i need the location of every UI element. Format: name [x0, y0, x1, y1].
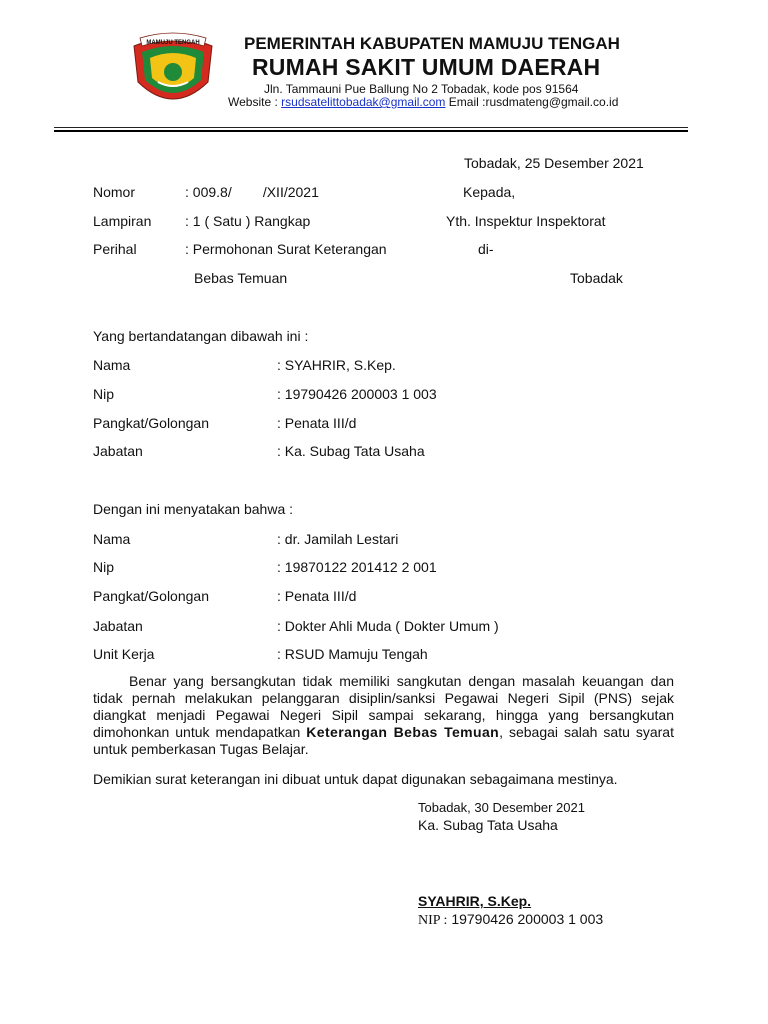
signature-nip-line: [418, 911, 603, 929]
subject-position-label: Jabatan: [93, 618, 143, 634]
nomor-label: Nomor: [93, 184, 136, 200]
subject-position-value: : Dokter Ahli Muda ( Dokter Umum ): [277, 618, 499, 634]
signer-intro: Yang bertandatangan dibawah ini :: [93, 328, 309, 344]
nomor-value: : 009.8/ /XII/2021: [185, 184, 319, 200]
subject-name-label: Nama: [93, 531, 131, 547]
email-label: Email :: [448, 95, 486, 109]
perihal-label: Perihal: [93, 241, 137, 257]
statement-emphasis: Keterangan Bebas Temuan: [306, 724, 500, 740]
di-label: di-: [478, 241, 494, 257]
regency-logo: [128, 32, 218, 112]
signature-date: Tobadak, 30 Desember 2021: [418, 800, 585, 815]
website-label: Website :: [228, 95, 278, 109]
subject-nip-label: Nip: [93, 559, 115, 575]
subject-unit-label: Unit Kerja: [93, 646, 155, 662]
recipient: Yth. Inspektur Inspektorat: [446, 213, 606, 229]
subject-nip-value: : 19870122 201412 2 001: [277, 559, 437, 575]
perihal-value-2: Bebas Temuan: [194, 270, 288, 286]
signer-name-label: Nama: [93, 357, 131, 373]
signer-rank-value: : Penata III/d: [277, 415, 357, 431]
statement-text-1: Benar yang bersangkutan tidak memiliki sangkutan dengan masalah keuangan dan tidak pernah melakukan pelanggaran disiplin/sanksi Pegawai Negeri Sipil (PNS) sejak diangkat menjadi Pegawai Negeri Sipil sampai sekarang, hingga yang bersangkutan dimohonkan untuk mendapatkan: [93, 673, 674, 740]
website-link[interactable]: rsudsatelittobadak@gmail.com: [281, 95, 446, 109]
letter-date: Tobadak, 25 Desember 2021: [464, 155, 644, 171]
institution-name: RUMAH SAKIT UMUM DAERAH: [252, 54, 601, 80]
subject-rank-value: : Penata III/d: [277, 588, 357, 604]
lampiran-value: : 1 ( Satu ) Rangkap: [185, 213, 311, 229]
subject-name-value: : dr. Jamilah Lestari: [277, 531, 399, 547]
perihal-value: : Permohonan Surat Keterangan: [185, 241, 387, 257]
address: Jln. Tammauni Pue Ballung No 2 Tobadak, kode pos 91564: [264, 82, 579, 96]
subject-rank-label: Pangkat/Golongan: [93, 588, 209, 604]
signer-name-value: : SYAHRIR, S.Kep.: [277, 357, 396, 373]
contact-line: [228, 95, 618, 109]
signer-position-label: Jabatan: [93, 443, 143, 459]
signature-nip-label: NIP :: [418, 913, 448, 928]
letterhead-rule: [54, 127, 688, 128]
signature-name: SYAHRIR, S.Kep.: [418, 893, 532, 909]
signer-rank-label: Pangkat/Golongan: [93, 415, 209, 431]
government-name: PEMERINTAH KABUPATEN MAMUJU TENGAH: [244, 34, 620, 53]
kepada: Kepada,: [463, 184, 516, 200]
statement-paragraph: [93, 673, 674, 758]
signature-position: Ka. Subag Tata Usaha: [418, 817, 558, 833]
recipient-location: Tobadak: [570, 270, 623, 286]
signer-nip-label: Nip: [93, 386, 115, 402]
lampiran-label: Lampiran: [93, 213, 152, 229]
signature-nip-value: 19790426 200003 1 003: [451, 911, 604, 927]
signer-position-value: : Ka. Subag Tata Usaha: [277, 443, 425, 459]
letterhead-rule-thick: [54, 130, 688, 132]
logo-text: MAMUJU TENGAH: [146, 40, 200, 46]
statement-text-2: , sebagai salah satu syarat untuk pemberkasan Tugas Belajar.: [93, 724, 674, 757]
closing-paragraph: Demikian surat keterangan ini dibuat untuk dapat digunakan sebagaimana mestinya.: [93, 771, 618, 787]
subject-unit-value: : RSUD Mamuju Tengah: [277, 646, 428, 662]
email-value: rusdmateng@gmail.co.id: [485, 95, 619, 109]
subject-intro: Dengan ini menyatakan bahwa :: [93, 501, 294, 517]
signer-nip-value: : 19790426 200003 1 003: [277, 386, 437, 402]
